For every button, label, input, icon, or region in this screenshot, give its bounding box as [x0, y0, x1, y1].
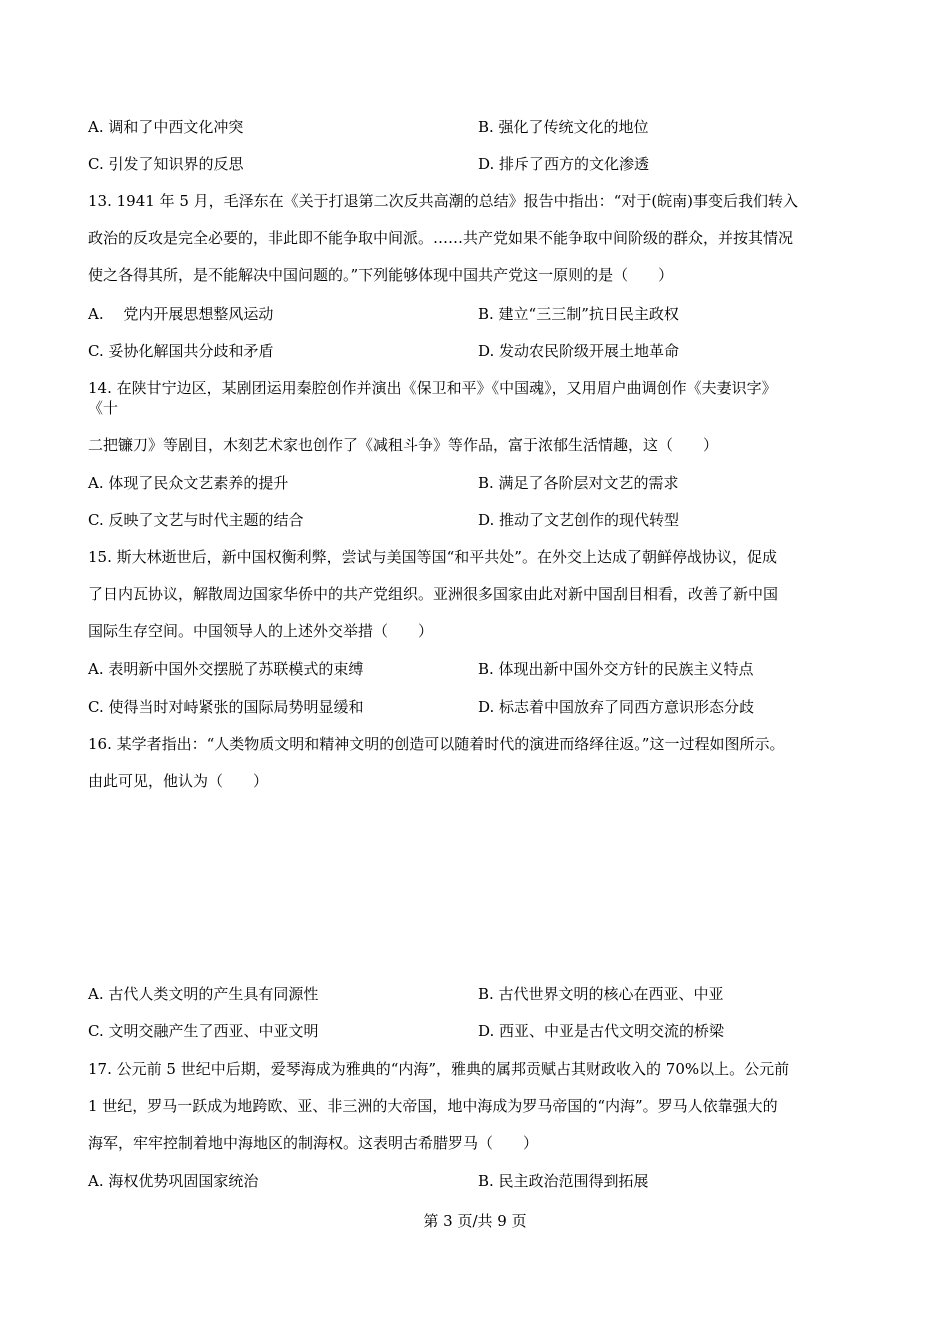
q17-option-b: B. 民主政治范围得到拓展 — [478, 1172, 649, 1190]
q15-stem-line-2: 了日内瓦协议，解散周边国家华侨中的共产党组织。亚洲很多国家由此对新中国刮目相看，改善了新中国 — [88, 585, 779, 603]
q12-option-a: A. 调和了中西文化冲突 — [88, 118, 244, 136]
q13-stem-line-3: 使之各得其所，是不能解决中国问题的。”下列能够体现中国共产党这一原则的是（ ） — [88, 266, 674, 284]
q13-option-a: A. 党内开展思想整风运动 — [88, 305, 274, 323]
q14-option-d: D. 推动了文艺创作的现代转型 — [478, 511, 680, 529]
q14-stem-line-1: 14. 在陕甘宁边区，某剧团运用秦腔创作并演出《保卫和平》《中国魂》，又用眉户曲调创作《夫妻识字》 — [88, 379, 777, 397]
q14-option-c: C. 反映了文艺与时代主题的结合 — [88, 511, 304, 529]
q16-option-c: C. 文明交融产生了西亚、中亚文明 — [88, 1022, 319, 1040]
q13-stem-line-2: 政治的反攻是完全必要的，非此即不能争取中间派。……共产党如果不能争取中间阶级的群众，并按其情况 — [88, 229, 794, 247]
q15-option-c: C. 使得当时对峙紧张的国际局势明显缓和 — [88, 698, 364, 716]
q13-option-b: B. 建立“三三制”抗日民主政权 — [478, 305, 679, 323]
q13-option-d: D. 发动农民阶级开展土地革命 — [478, 342, 680, 360]
q15-option-a: A. 表明新中国外交摆脱了苏联模式的束缚 — [88, 660, 364, 678]
q16-stem-line-2: 由此可见，他认为（ ） — [88, 772, 269, 790]
q16-option-b: B. 古代世界文明的核心在西亚、中亚 — [478, 985, 724, 1003]
q17-stem-line-1: 17. 公元前 5 世纪中后期，爱琴海成为雅典的“内海”，雅典的属邦贡赋占其财政收入的 70%以上。公元前 — [88, 1060, 790, 1078]
q16-stem-line-1: 16. 某学者指出：“人类物质文明和精神文明的创造可以随着时代的演进而络绎往返。”这一过程如图所示。 — [88, 735, 785, 753]
q12-option-b: B. 强化了传统文化的地位 — [478, 118, 649, 136]
q14-stem-line-3: 二把镰刀》等剧目，木刻艺术家也创作了《减租斗争》等作品，富于浓郁生活情趣，这（ ） — [88, 436, 719, 454]
q13-option-c: C. 妥协化解国共分歧和矛盾 — [88, 342, 274, 360]
q14-stem-line-2: 《十 — [88, 399, 119, 417]
q15-option-b: B. 体现出新中国外交方针的民族主义特点 — [478, 660, 754, 678]
q12-option-c: C. 引发了知识界的反思 — [88, 155, 244, 173]
q14-option-b: B. 满足了各阶层对文艺的需求 — [478, 474, 679, 492]
q12-option-d: D. 排斥了西方的文化渗透 — [478, 155, 650, 173]
q17-option-a: A. 海权优势巩固国家统治 — [88, 1172, 259, 1190]
page-footer: 第 3 页/共 9 页 — [423, 1212, 527, 1230]
q16-option-d: D. 西亚、中亚是古代文明交流的桥梁 — [478, 1022, 725, 1040]
q17-stem-line-2: 1 世纪，罗马一跃成为地跨欧、亚、非三洲的大帝国，地中海成为罗马帝国的“内海”。罗马人依靠强大的 — [88, 1097, 778, 1115]
q17-stem-line-3: 海军，牢牢控制着地中海地区的制海权。这表明古希腊罗马（ ） — [88, 1134, 539, 1152]
q14-option-a: A. 体现了民众文艺素养的提升 — [88, 474, 289, 492]
q13-stem-line-1: 13. 1941 年 5 月，毛泽东在《关于打退第二次反共高潮的总结》报告中指出：“对于(皖南)事变后我们转入 — [88, 192, 799, 210]
q15-stem-line-3: 国际生存空间。中国领导人的上述外交举措（ ） — [88, 622, 434, 640]
q16-figure-area — [88, 800, 868, 970]
q15-stem-line-1: 15. 斯大林逝世后，新中国权衡利弊，尝试与美国等国“和平共处”。在外交上达成了朝鲜停战协议，促成 — [88, 548, 777, 566]
q16-option-a: A. 古代人类文明的产生具有同源性 — [88, 985, 319, 1003]
q15-option-d: D. 标志着中国放弃了同西方意识形态分歧 — [478, 698, 755, 716]
